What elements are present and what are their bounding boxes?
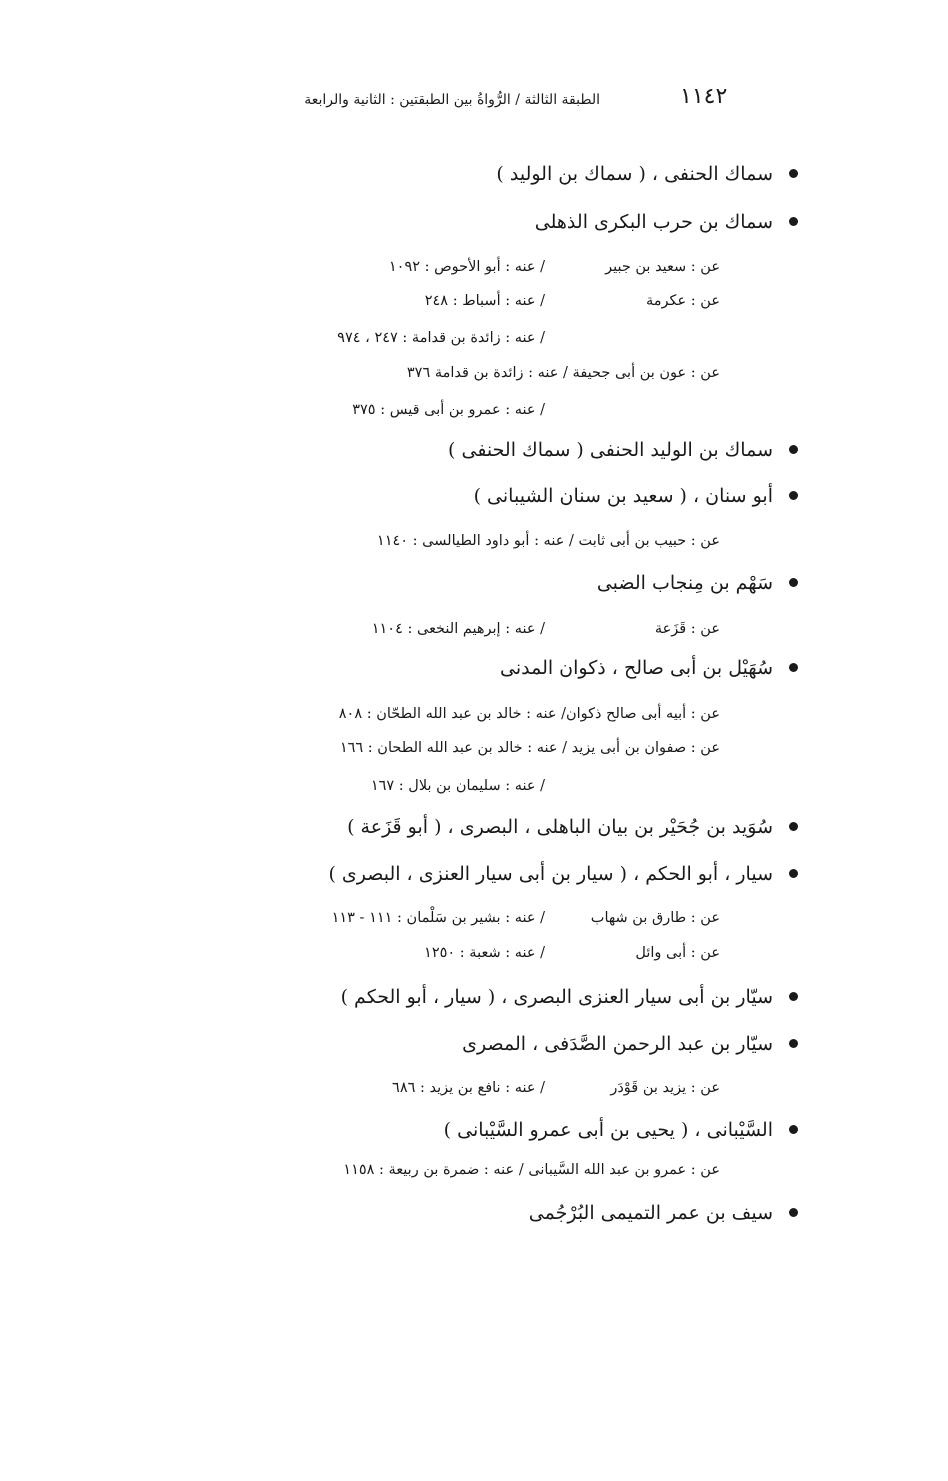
narration-line xyxy=(377,533,720,549)
narration-line xyxy=(371,778,545,794)
narration-to: / عنه : بشير بن سَلْمان : ١١١ - ١١٣ xyxy=(331,910,545,926)
narration-line xyxy=(339,706,720,722)
narrator-name: سيّار بن أبى سيار العنزى البصرى ، ( سيار ، أبو الحكم ) xyxy=(340,986,773,1008)
narrator-name: سيّار بن عبد الرحمن الصَّدَفى ، المصرى xyxy=(462,1033,773,1055)
bullet-icon xyxy=(789,992,798,1001)
bullet-icon xyxy=(789,169,798,178)
bullet-icon xyxy=(789,1039,798,1048)
narrator-entry xyxy=(529,1202,798,1224)
narration-to: / عنه : أسباط : ٢٤٨ xyxy=(424,293,545,309)
narrator-entry xyxy=(474,485,798,507)
narration-from: عن : أبى وائل xyxy=(635,945,720,961)
narrator-name: سماك بن حرب البكرى الذهلى xyxy=(534,211,773,233)
narration-to: عن : حبيب بن أبى ثابت / عنه : أبو داود الطيالسى : ١١٤٠ xyxy=(376,533,720,549)
narration-line xyxy=(332,910,720,926)
narration-line xyxy=(407,365,720,381)
narrator-entry xyxy=(341,986,798,1008)
narrator-name: سيار ، أبو الحكم ، ( سيار بن أبى سيار العنزى ، البصرى ) xyxy=(328,863,773,885)
narrator-name: أبو سنان ، ( سعيد بن سنان الشيبانى ) xyxy=(473,485,773,507)
narrator-name: سُهَيْل بن أبى صالح ، ذكوان المدنى xyxy=(499,657,773,679)
narrator-entry xyxy=(444,1119,798,1141)
bullet-icon xyxy=(789,1125,798,1134)
narration-to: / عنه : عمرو بن أبى قيس : ٣٧٥ xyxy=(352,402,545,418)
narration-line xyxy=(372,621,720,637)
bullet-icon xyxy=(789,663,798,672)
narrator-entry xyxy=(347,816,798,838)
bullet-icon xyxy=(789,217,798,226)
narrator-entry xyxy=(496,163,798,185)
running-header: الطبقة الثالثة / الرُّواةُ بين الطبقتين : الثانية والرابعة xyxy=(304,92,600,108)
narration-from: عن : سعيد بن جبير xyxy=(605,259,720,275)
narrator-name: السَّيْبانى ، ( يحيى بن أبى عمرو السَّيْبانى ) xyxy=(443,1119,773,1141)
narrator-name: سيف بن عمر التميمى البُرْجُمى xyxy=(528,1202,773,1224)
narration-line xyxy=(392,1080,720,1096)
narrator-entry xyxy=(328,863,798,885)
narrator-entry xyxy=(462,1033,798,1055)
bullet-icon xyxy=(789,869,798,878)
narrator-entry xyxy=(500,657,798,679)
narration-to: عن : عمرو بن عبد الله السَّيبانى / عنه : ضمرة بن ربيعة : ١١٥٨ xyxy=(343,1162,720,1178)
narrator-name: سَهْم بن مِنجاب الضبى xyxy=(596,572,773,594)
narration-to: عن : صفوان بن أبى يزيد / عنه : خالد بن عبد الله الطحان : ١٦٦ xyxy=(339,740,720,756)
page-number: ١١٤٢ xyxy=(680,84,728,109)
narration-line xyxy=(389,259,720,275)
narration-from: عن : طارق بن شهاب xyxy=(590,910,720,926)
narrator-name: سُوَيد بن جُحَيْر بن بيان الباهلى ، البصرى ، ( أبو قَزَعة ) xyxy=(347,816,773,838)
narration-to: / عنه : سليمان بن بلال : ١٦٧ xyxy=(370,778,545,794)
narration-line xyxy=(425,293,720,309)
bullet-icon xyxy=(789,822,798,831)
narration-line xyxy=(340,740,720,756)
narration-line xyxy=(424,945,720,961)
narrator-entry xyxy=(535,211,798,233)
narration-from: عن : يزيد بن قَوْدَر xyxy=(610,1080,720,1096)
narration-to: / عنه : زائدة بن قدامة : ٢٤٧ ، ٩٧٤ xyxy=(337,330,545,346)
bullet-icon xyxy=(789,445,798,454)
narration-to: / عنه : إبرهيم النخعى : ١١٠٤ xyxy=(371,621,545,637)
narration-to: / عنه : نافع بن يزيد : ٦٨٦ xyxy=(392,1080,545,1096)
narration-line xyxy=(352,402,545,418)
narration-to: عن : أبيه أبى صالح ذكوان/ عنه : خالد بن عبد الله الطحّان : ٨٠٨ xyxy=(338,706,720,722)
bullet-icon xyxy=(789,578,798,587)
narration-from: عن : عكرمة xyxy=(646,293,720,309)
narrator-entry xyxy=(597,572,798,594)
narrator-name: سماك الحنفى ، ( سماك بن الوليد ) xyxy=(496,163,773,185)
narration-line xyxy=(343,1162,720,1178)
narrator-entry xyxy=(448,439,798,461)
bullet-icon xyxy=(789,1208,798,1217)
narration-to: / عنه : شعبة : ١٢٥٠ xyxy=(424,945,545,961)
narrator-name: سماك بن الوليد الحنفى ( سماك الحنفى ) xyxy=(448,439,773,461)
narration-from: عن : قَزَعة xyxy=(654,621,720,637)
bullet-icon xyxy=(789,491,798,500)
narration-line xyxy=(337,330,545,346)
narration-to: عن : عون بن أبى جحيفة / عنه : زائدة بن قدامة ٣٧٦ xyxy=(406,365,720,381)
narration-to: / عنه : أبو الأحوص : ١٠٩٢ xyxy=(388,259,545,275)
